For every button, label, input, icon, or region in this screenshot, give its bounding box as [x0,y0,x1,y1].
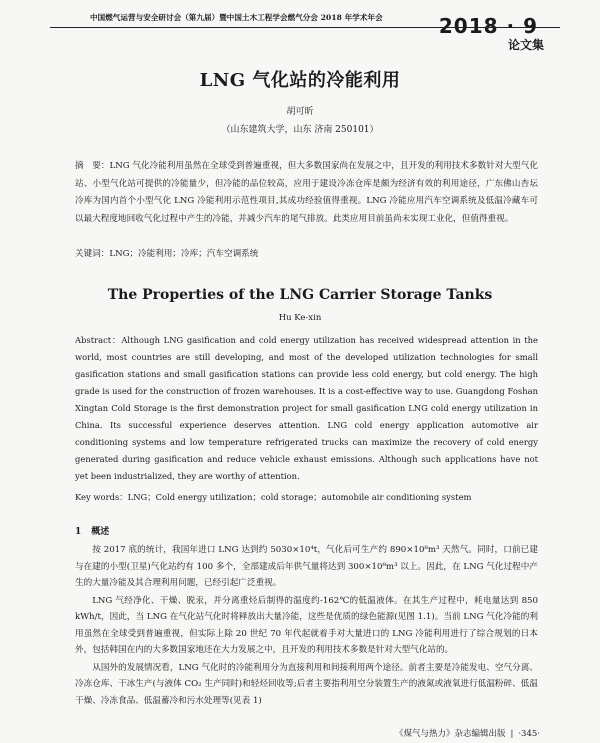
body-paragraph: 从国外的发展情况看，LNG 气化时的冷能利用分为直接利用和间接利用两个途径。前者主要是冷能发电、空气分离、冷冻仓库、干冰生产(与液体 CO₂ 生产同时)和轻烃回收等;后者主要指利用空分装置生产的液氮或液氧进行低温粉碎、低温干燥、冷冻食品、低温蓄冷和污水处理等(见表 1) [75,662,538,706]
page-number: ·345· [518,729,540,739]
author-en: Hu Ke-xin [278,313,322,323]
abstract-en [75,332,538,485]
paper-title-en: The Properties of the LNG Carrier Storage Tanks [107,287,493,303]
abstract-en-text: Abstract：Although LNG gasification and cold energy utilization has received widespread attention in the world, most countries are still developing, and most of the developed utilization technologies for small gasification stations and small gasification stations can provide less cold energy, but cold energy. The high grade is used for the construction of frozen warehouses. It is a cost-effective way to use. Guangdong Foshan Xingtan Cold Storage is the first demonstration project for small gasification LNG cold energy utilization in China. Its successful experience deserves attention. LNG cold energy application automotive air conditioning systems and low temperature refrigerated trucks can maximize the recovery of cold energy generated during gasification and reduce vehicle exhaust emissions. Although such applications have not yet been industrialized, they are worthy of attention. [75,335,538,481]
footer-separator: | [510,729,514,739]
section-body [75,542,538,710]
header-rule [50,27,560,28]
abstract-cn-text: 摘 要：LNG 气化冷能利用虽然在全球受到普遍重视，但大多数国家尚在发展之中，且开发的利用技术多数针对大型气化站、小型气化站可提供的冷能量少，但冷能的品位较高，应用于建设冷冻仓库是颇为经济有效的利用途径，广东佛山杏坛冷库为国内首个小型气化 LNG 冷能利用示范性项目,其成功经验值得重视。LNG 冷能应用汽车空调系统及低温冷藏车可以最大程度地回收气化过程中产生的冷能，并减少汽车的尾气排放。此类应用目前虽尚未实现工业化，但值得重视。 [75,161,538,224]
section-number: 1 [75,527,82,537]
header-section-label: 论文集 [507,38,544,52]
page-footer [395,727,540,739]
paper-title-cn: LNG 气化站的冷能利用 [199,70,401,91]
keywords-en-text: Key words：LNG；Cold energy utilization；cold storage；automobile air conditioning system [75,492,472,502]
abstract-cn [75,158,538,228]
keywords-cn-text: 关键词：LNG；冷能利用；冷库；汽车空调系统 [75,249,259,259]
footer-journal: 《煤气与热力》杂志编辑出版 [394,729,506,739]
keywords-en [75,489,538,507]
body-paragraph: LNG 气经净化、干燥、脱汞，并分离重烃后制得的温度约-162℃的低温液体。在其生产过程中，耗电量达到 850 kWh/t，因此，当 LNG 在气化站气化时将释放出大量冷能，这些是优质的绿色能源(见图 1.1)。当前 LNG 气化冷能的利用虽然在全球受到普遍重视，但实际上除 20 世纪 70 年代起就着手对大量进口的 LNG 冷能利用进行了综合规划的日本外，包括韩国在内的大多数国家地还在大力发展之中，且开发的利用技术多数是针对大型气化站的。 [75,595,538,655]
affiliation-cn: （山东建筑大学，山东 济南 250101） [221,125,379,135]
author-cn: 胡可昕 [286,107,314,117]
header-year: 2018 · 9 [438,14,538,38]
keywords-cn [75,246,538,264]
body-paragraph: 按 2017 底的统计，我国年进口 LNG 达到约 5030×10⁴t，气化后可生产约 890×10⁸m³ 天然气。同时，口前已建与在建的小型(卫星)气化站约有 100 多个，全部建成后年供气量将达到 300×10⁸m³ 以上。因此，在 LNG 气化过程中产生的大量冷能及其合理利用问题，已经引起广泛重视。 [75,545,538,588]
section-heading [75,524,109,537]
section-title: 概述 [91,527,110,537]
running-header: 中国燃气运营与安全研讨会（第九届）暨中国土木工程学会燃气分会 2018 年学术年会 [90,13,383,22]
